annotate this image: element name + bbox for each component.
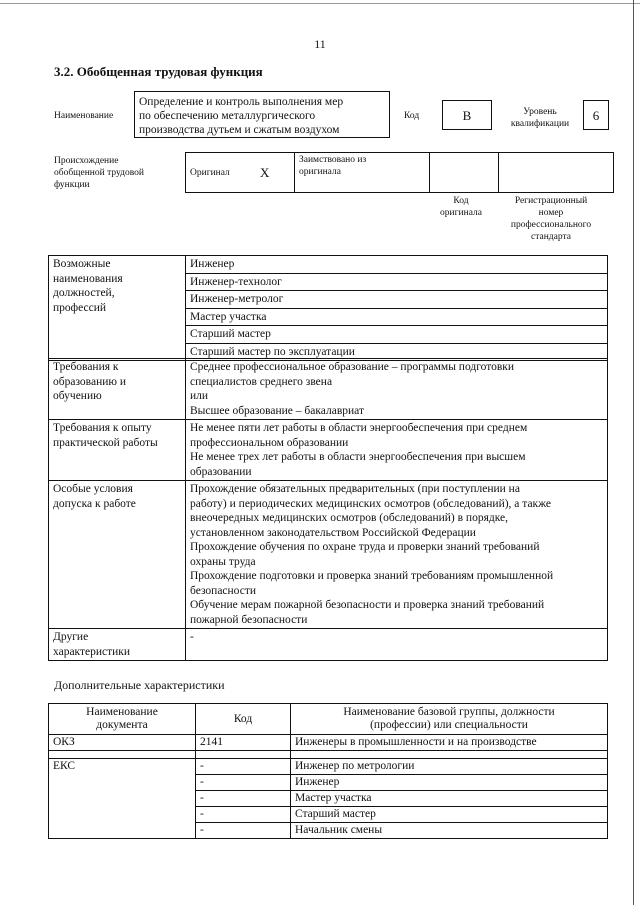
- requirement-label: [49, 359, 186, 420]
- positions-list: [186, 256, 608, 361]
- positions-label-line: профессий: [53, 301, 107, 314]
- requirement-value: [186, 359, 608, 420]
- requirement-line: установленном законодательством Российской Федерации: [190, 526, 476, 539]
- requirement-line: -: [190, 631, 194, 643]
- header-doc-line: документа: [96, 719, 148, 731]
- requirement-label-line: практической работы: [53, 436, 158, 449]
- positions-label-line: наименования: [53, 272, 123, 285]
- level-value-box: 6: [583, 100, 609, 130]
- header-group-line: Наименование базовой группы, должности: [343, 706, 555, 718]
- requirement-value: [186, 481, 608, 629]
- header-code: Код: [196, 704, 291, 735]
- requirement-line: Среднее профессиональное образование – программы подготовки: [190, 361, 515, 373]
- reg-number-caption-line: профессионального: [510, 220, 592, 230]
- reg-number-caption: [496, 195, 606, 243]
- eks-code: -: [196, 759, 291, 775]
- requirement-line: Высшее образование – бакалавриат: [190, 404, 364, 417]
- requirement-label-line: образованию и: [53, 375, 126, 388]
- reg-number-caption-line: номер: [538, 208, 564, 218]
- requirement-label-line: Требования к опыту: [53, 422, 152, 434]
- origin-label-line: функции: [54, 180, 90, 190]
- additional-header-row: [49, 704, 608, 735]
- spacer-cell: [49, 751, 196, 759]
- reg-number-caption-line: Регистрационный: [514, 196, 588, 206]
- name-value-line: по обеспечению металлургического: [139, 110, 316, 122]
- position-item: Инженер-метролог: [186, 291, 607, 309]
- requirement-line: работу) и периодических медицинских осмотров (обследований), а также: [190, 497, 552, 510]
- requirement-line: Прохождение обязательных предварительных (при поступлении на: [190, 483, 520, 495]
- requirement-line: Не менее пяти лет работы в области энергообеспечения при среднем: [190, 422, 528, 434]
- positions-table: [48, 255, 608, 361]
- requirement-line: Обучение мерам пожарной безопасности и проверка знаний требований: [190, 599, 545, 611]
- name-value-line: Определение и контроль выполнения мер: [139, 96, 344, 108]
- code-value-box: В: [442, 100, 492, 130]
- additional-title: Дополнительные характеристики: [54, 678, 225, 692]
- requirement-row-other: [49, 629, 608, 661]
- additional-table: [48, 703, 608, 839]
- requirement-label-line: допуска к работе: [53, 497, 136, 510]
- level-label-line: квалификации: [510, 119, 570, 129]
- borrowed-label: [295, 153, 430, 193]
- requirement-line: пожарной безопасности: [190, 613, 308, 626]
- borrowed-label-line: оригинала: [299, 167, 341, 177]
- spacer-cell: [196, 751, 291, 759]
- header-doc-line: Наименование: [86, 706, 158, 718]
- page-right-edge: [633, 0, 634, 905]
- requirement-row-education: [49, 359, 608, 420]
- spacer-row: [49, 751, 608, 759]
- position-item: Мастер участка: [186, 309, 607, 327]
- section-title: 3.2. Обобщенная трудовая функция: [54, 64, 263, 79]
- requirement-line: или: [190, 390, 209, 402]
- header-group-line: (профессии) или специальности: [370, 719, 528, 731]
- code-original-caption-line: оригинала: [440, 208, 482, 218]
- requirement-label-line: Особые условия: [53, 483, 133, 495]
- eks-name: Начальник смены: [291, 823, 608, 839]
- positions-label-line: Возможные: [53, 258, 111, 270]
- header-group: [291, 704, 608, 735]
- requirement-label-line: обучению: [53, 390, 102, 402]
- borrowed-label-line: Заимствовано из: [299, 155, 367, 165]
- code-label: Код: [404, 111, 420, 121]
- origin-label-line: обобщенной трудовой: [54, 168, 144, 178]
- code-original-caption-line: Код: [453, 196, 469, 206]
- origin-label: [54, 155, 144, 191]
- original-label: Оригинал: [186, 153, 257, 193]
- requirement-row-experience: [49, 420, 608, 481]
- requirement-line: Прохождение обучения по охране труда и проверки знаний требований: [190, 541, 540, 553]
- header-doc: [49, 704, 196, 735]
- requirement-line: охраны труда: [190, 555, 256, 568]
- requirement-row-special: [49, 481, 608, 629]
- requirement-label-line: Другие: [53, 631, 89, 643]
- level-label-line: Уровень: [523, 107, 557, 117]
- code-original-cell: [430, 153, 499, 193]
- requirement-label-line: Требования к: [53, 361, 119, 373]
- page-top-edge: [0, 3, 640, 4]
- okz-row: [49, 735, 608, 751]
- eks-doc: ЕКС: [49, 759, 196, 839]
- name-value-box: [134, 91, 390, 138]
- eks-code: -: [196, 775, 291, 791]
- code-original-caption: [430, 195, 492, 219]
- position-item: Инженер: [186, 256, 607, 274]
- eks-name: Мастер участка: [291, 791, 608, 807]
- spacer-cell: [291, 751, 608, 759]
- requirement-label-line: характеристики: [53, 645, 131, 658]
- requirement-label: [49, 629, 186, 661]
- requirement-line: Прохождение подготовки и проверка знаний требованиям промышленной: [190, 570, 554, 582]
- requirements-table: [48, 358, 608, 661]
- name-value-line: производства дутьем и сжатым воздухом: [139, 124, 340, 136]
- eks-code: -: [196, 807, 291, 823]
- original-mark: X: [256, 153, 295, 193]
- eks-name: Инженер: [291, 775, 608, 791]
- okz-doc: ОКЗ: [49, 735, 196, 751]
- level-label: [500, 106, 580, 130]
- requirement-value: [186, 420, 608, 481]
- eks-name: Старший мастер: [291, 807, 608, 823]
- eks-code: -: [196, 823, 291, 839]
- positions-label-line: должностей,: [53, 287, 115, 299]
- origin-table: [185, 152, 614, 193]
- origin-label-line: Происхождение: [54, 156, 119, 166]
- positions-label: [49, 256, 186, 361]
- requirement-line: Не менее трех лет работы в области энергообеспечения при высшем: [190, 451, 526, 463]
- requirement-value: [186, 629, 608, 661]
- requirement-label: [49, 420, 186, 481]
- reg-number-cell: [499, 153, 614, 193]
- requirement-line: специалистов среднего звена: [190, 375, 333, 388]
- requirement-line: образовании: [190, 465, 252, 478]
- requirement-line: внеочередных медицинских осмотров (обследований) в порядке,: [190, 512, 509, 524]
- eks-row: [49, 759, 608, 775]
- name-label: Наименование: [54, 111, 114, 121]
- requirement-line: безопасности: [190, 584, 257, 597]
- okz-code: 2141: [196, 735, 291, 751]
- eks-code: -: [196, 791, 291, 807]
- page-number: 11: [314, 37, 326, 51]
- position-item: Старший мастер: [186, 326, 607, 344]
- eks-name: Инженер по метрологии: [291, 759, 608, 775]
- position-item: Инженер-технолог: [186, 274, 607, 292]
- reg-number-caption-line: стандарта: [531, 232, 571, 242]
- position-item: Старший мастер по эксплуатации: [190, 345, 355, 358]
- requirement-line: профессиональном образовании: [190, 436, 349, 449]
- requirement-label: [49, 481, 186, 629]
- okz-name: Инженеры в промышленности и на производстве: [291, 735, 608, 751]
